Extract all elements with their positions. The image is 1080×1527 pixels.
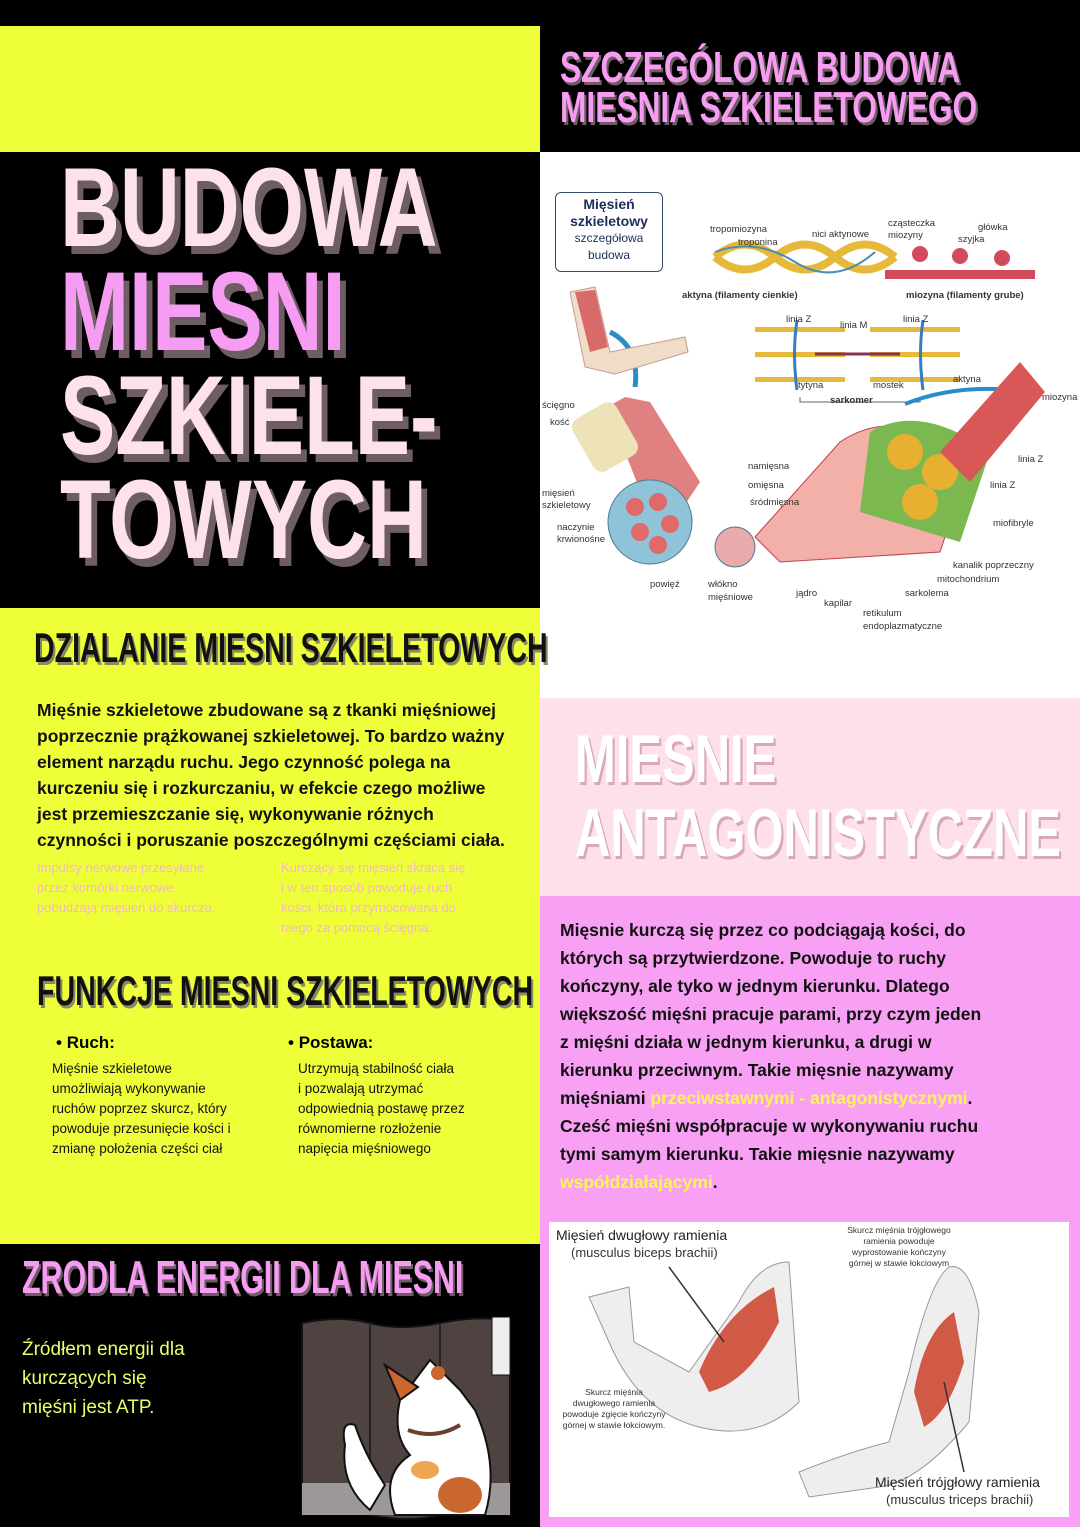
triceps-note: Skurcz mięśnia trójgłowego ramienia powoduje wyprostowanie kończyny górnej w stawie łokciowym xyxy=(847,1225,951,1268)
diagram-label: linia Z xyxy=(786,314,812,325)
diagram-label: retikulum xyxy=(863,608,902,619)
diagram-label: sarkolema xyxy=(905,588,949,599)
myosin-drawing xyxy=(885,246,1035,279)
diagram-label: miozyna (filamenty grube) xyxy=(906,290,1024,301)
diagram-label: mostek xyxy=(873,380,904,391)
diagram-illustration xyxy=(540,152,1080,698)
biceps-note: Skurcz mięśnia dwugłowego ramienia powoduje zgięcie kończyny górnej w stawie łokciowym. xyxy=(562,1387,666,1430)
box-title: szkieletowy xyxy=(570,213,648,229)
diagram-label: namięsna xyxy=(748,461,790,472)
cat-illustration xyxy=(300,1315,512,1521)
note-nerve-impulses: Impulsy nerwowe przesyłane przez komórki nerwowe pobudzają mięsień do skurczu. xyxy=(37,860,216,915)
diagram-label: linia Z xyxy=(990,480,1016,491)
diagram-label: miozyny xyxy=(888,230,923,241)
diagram-label: śródmięsna xyxy=(750,497,800,508)
biceps-latin: (musculus biceps brachii) xyxy=(571,1245,718,1260)
title-line: MIESNI xyxy=(60,249,346,374)
diagram-label: mięśniowe xyxy=(708,592,753,603)
diagram-label: jądro xyxy=(796,588,818,599)
diagram-label: linia Z xyxy=(1018,454,1044,465)
sarcomere-drawing xyxy=(755,320,960,402)
functions-heading: FUNKCJE MIESNI SZKIELETOWYCH xyxy=(37,967,534,1014)
triceps-latin: (musculus triceps brachii) xyxy=(886,1492,1034,1507)
biceps-triceps-image xyxy=(549,1222,1069,1517)
box-sub: budowa xyxy=(587,248,631,262)
diagram-label: nici aktynowe xyxy=(812,229,870,240)
arm-drawing xyxy=(570,287,688,374)
diagram-label: endoplazmatyczne xyxy=(863,621,943,632)
diagram-label: mięsień xyxy=(542,488,575,499)
diagram-label: szkieletowy xyxy=(542,500,591,511)
main-title xyxy=(60,145,438,582)
title-line: TOWYCH xyxy=(60,457,427,582)
diagram-label: ścięgno xyxy=(542,400,575,411)
diagram-label: mitochondrium xyxy=(937,574,1000,585)
diagram-label: miozyna xyxy=(1042,392,1078,403)
diagram-label: aktyna xyxy=(953,374,981,385)
diagram-label: główka xyxy=(978,222,1008,233)
title-line: SZCZEGÓLOWA BUDOWA xyxy=(560,43,961,92)
title-line: MIESNIA SZKIELETOWEGO xyxy=(560,83,978,132)
muscle-bundle-drawing xyxy=(568,362,1045,567)
antagonist-paragraph: Mięsnie kurczą się przez co podciągają kości, do których są przytwierdzone. Powoduje to ruchy kończyny, ale tyko w jednym kierunku. Dlatego większość mięśni pracuje parami, przy czym jeden z mięśni działa w jednym kierunku, a drugi w kierunku przeciwnym. Takie mięsnie nazywamy mięśniami przeciwstawnymi - antagonistycznymi. Cześć mięśni współpracuje w wykonywaniu ruchu tymi samym kierunku. Takie mięsnie nazywamy współdziałającymi. xyxy=(560,920,982,1192)
diagram-label: linia M xyxy=(840,320,868,331)
energy-text: Źródłem energii dla kurczących się mięśni jest ATP. xyxy=(22,1339,185,1418)
actin-filament-drawing xyxy=(715,245,895,273)
diagram-label: naczynie xyxy=(557,522,595,533)
diagram-label: sarkomer xyxy=(830,395,873,406)
title-line: BUDOWA xyxy=(60,145,438,270)
diagram-label: włókno xyxy=(708,579,738,590)
diagram-label: kość xyxy=(550,417,570,428)
top-yellow-block xyxy=(0,26,540,152)
energy-heading: ZRODLA ENERGII DLA MIESNI xyxy=(22,1251,464,1303)
function-item-posture: • Postawa: Utrzymują stabilność ciała i pozwalają utrzymać odpowiednią postawę przez równomierne rozłożenie napięcia mięśniowego xyxy=(288,1033,465,1156)
box-title: Mięsień xyxy=(583,196,635,212)
diagram-label: tropomiozyna xyxy=(710,224,768,235)
diagram-label: aktyna (filamenty cienkie) xyxy=(682,290,798,301)
diagram-label: omięsna xyxy=(748,480,784,491)
highlight-term: przeciwstawnymi xyxy=(650,1088,795,1108)
highlight-term: antagonistycznymi xyxy=(809,1088,968,1108)
diagram-label: krwionośne xyxy=(557,534,606,545)
diagram-label: kapilar xyxy=(824,598,852,609)
biceps-title: Mięsień dwugłowy ramienia xyxy=(556,1227,728,1243)
muscle-structure-diagram xyxy=(540,152,1080,698)
highlight-term: współdziałającymi xyxy=(560,1172,713,1192)
diagram-label: cząsteczka xyxy=(888,218,935,229)
diagram-label: powięź xyxy=(650,579,680,590)
triceps-title: Mięsień trójgłowy ramienia xyxy=(875,1474,1040,1490)
diagram-label: kanalik poprzeczny xyxy=(953,560,1034,571)
diagram-label: miofibryle xyxy=(993,518,1034,529)
title-line: SZKIELE- xyxy=(60,353,438,478)
box-sub: szczegółowa xyxy=(574,231,644,245)
diagram-label: troponina xyxy=(738,237,778,248)
section-title-detail xyxy=(560,43,978,132)
note-contraction: Kurczący się mięsień skraca się i w ten sposób powoduje ruch kości, która przymocowana do niego za pomocą ścięgna. xyxy=(281,860,466,935)
action-paragraph: Mięśnie szkieletowe zbudowane są z tkanki mięśniowej poprzecznie prążkowanej szkieletowej. To bardzo ważny element narządu ruchu. Jego czynność polega na kurczeniu się i rozkurczaniu, w efekcie czego możliwe jest przemieszczanie się, wykonywanie różnych czynności i poruszanie poszczególnymi częściami ciała. xyxy=(37,700,505,850)
diagram-label: linia Z xyxy=(903,314,929,325)
function-item-movement: • Ruch: Mięśnie szkieletowe umożliwiają wykonywanie ruchów poprzez skurcz, który powoduje przesunięcie kości i zmianę położenia części ciał xyxy=(52,1033,231,1156)
diagram-label: tytyna xyxy=(798,380,824,391)
diagram-label: szyjka xyxy=(958,234,985,245)
antagonist-heading: MIESNIE ANTAGONISTYCZNE xyxy=(575,721,1061,871)
action-heading: DZIALANIE MIESNI SZKIELETOWYCH xyxy=(34,624,548,671)
